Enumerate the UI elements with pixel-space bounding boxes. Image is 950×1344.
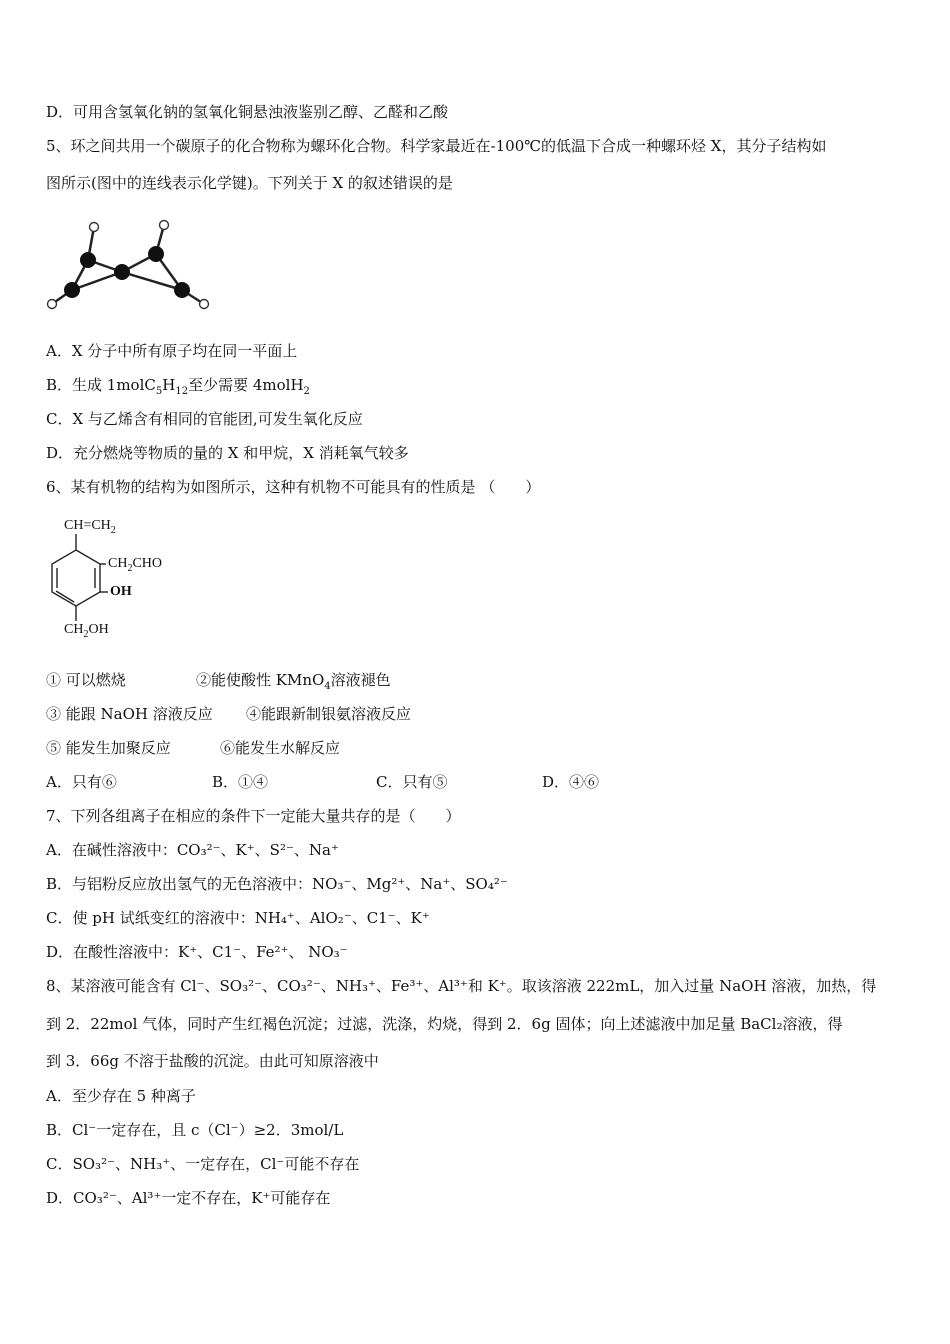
q7-option-c: C．使 pH 试纸变红的溶液中：NH₄⁺、AlO₂⁻、C1⁻、K⁺ [46, 909, 430, 927]
q6-props-row2 [46, 704, 412, 724]
q6-props-row3 [46, 738, 341, 758]
q8-option-b: B．Cl⁻一定存在，且 c（Cl⁻）≥2．3mol/L [46, 1121, 344, 1139]
q8-stem-line1: 8、某溶液可能含有 Cl⁻、SO₃²⁻、CO₃²⁻、NH₃⁺、Fe³⁺、Al³⁺和 K⁺。取该溶液 222mL，加入过量 NaOH 溶液，加热，得 [46, 977, 877, 995]
q6-prop-4: ④能跟新制银氨溶液反应 [246, 705, 412, 723]
q8-option-c: C．SO₃²⁻、NH₃⁺、一定存在，Cl⁻可能不存在 [46, 1155, 360, 1173]
q6-option-c: C．只有⑤ [376, 773, 448, 791]
q7-stem: 7、下列各组离子在相应的条件下一定能大量共存的是（ ） [46, 807, 461, 825]
ch2oh-group-label: $CH_2OH$ [64, 622, 109, 640]
q6-prop-2: ②能使酸性 KMnO$_4$溶液褪色 [196, 671, 391, 692]
q8-option-a: A．至少存在 5 种离子 [46, 1087, 196, 1105]
q5-stem-line2: 图所示(图中的连线表示化学键)。下列关于 X 的叙述错误的是 [46, 174, 453, 192]
q6-option-a: A．只有⑥ [46, 773, 117, 791]
q6-option-d: D．④⑥ [542, 773, 600, 791]
q6-prop-3: ③ 能跟 NaOH 溶液反应 [46, 705, 213, 723]
q5-option-a: A．X 分子中所有原子均在同一平面上 [46, 342, 298, 360]
q7-option-a: A．在碱性溶液中：CO₃²⁻、K⁺、S²⁻、Na⁺ [46, 841, 339, 859]
q6-option-b: B．①④ [212, 773, 269, 791]
q6-prop-5: ⑤ 能发生加聚反应 [46, 739, 171, 757]
q8-stem-line2: 到 2．22mol 气体，同时产生红褐色沉淀；过滤，洗涤，灼烧，得到 2．6g 固体；向上述滤液中加足量 BaCl₂溶液，得 [46, 1015, 843, 1033]
q6-stem: 6、某有机物的结构为如图所示，这种有机物不可能具有的性质是 （ ） [46, 478, 541, 496]
q6-prop-6: ⑥能发生水解反应 [220, 739, 341, 757]
q7-option-b: B．与铝粉反应放出氢气的无色溶液中：NO₃⁻、Mg²⁺、Na⁺、SO₄²⁻ [46, 875, 508, 893]
q8-stem-line3: 到 3．66g 不溶于盐酸的沉淀。由此可知原溶液中 [46, 1052, 379, 1070]
q5-option-c: C．X 与乙烯含有相同的官能团,可发生氧化反应 [46, 410, 363, 428]
q6-structure-figure [44, 518, 224, 648]
spiro-molecule-figure [40, 212, 220, 317]
q5-option-b: B．生成 $1molC_5H_{12}$至少需要 4molH$_2$ [46, 376, 310, 397]
q5-stem-line1: 5、环之间共用一个碳原子的化合物称为螺环化合物。科学家最近在-100℃的低温下合成一种螺环烃 X，其分子结构如 [46, 137, 827, 155]
q6-props-row1 [46, 670, 391, 692]
vinyl-group-label: $CH=CH_2$ [64, 518, 116, 536]
q4-option-d: D．可用含氢氧化钠的氢氧化铜悬浊液鉴别乙醇、乙醛和乙酸 [46, 103, 449, 121]
q6-prop-1: ① 可以燃烧 [46, 671, 126, 689]
ch2cho-group-label: $CH_2CHO$ [108, 556, 163, 574]
q8-option-d: D．CO₃²⁻、Al³⁺一定不存在，K⁺可能存在 [46, 1189, 331, 1207]
q5-option-d: D．充分燃烧等物质的量的 X 和甲烷，X 消耗氧气较多 [46, 444, 409, 462]
q6-options [46, 772, 646, 792]
oh-group-label: OH [110, 584, 132, 599]
q7-option-d: D．在酸性溶液中：K⁺、C1⁻、Fe²⁺、 NO₃⁻ [46, 943, 348, 961]
